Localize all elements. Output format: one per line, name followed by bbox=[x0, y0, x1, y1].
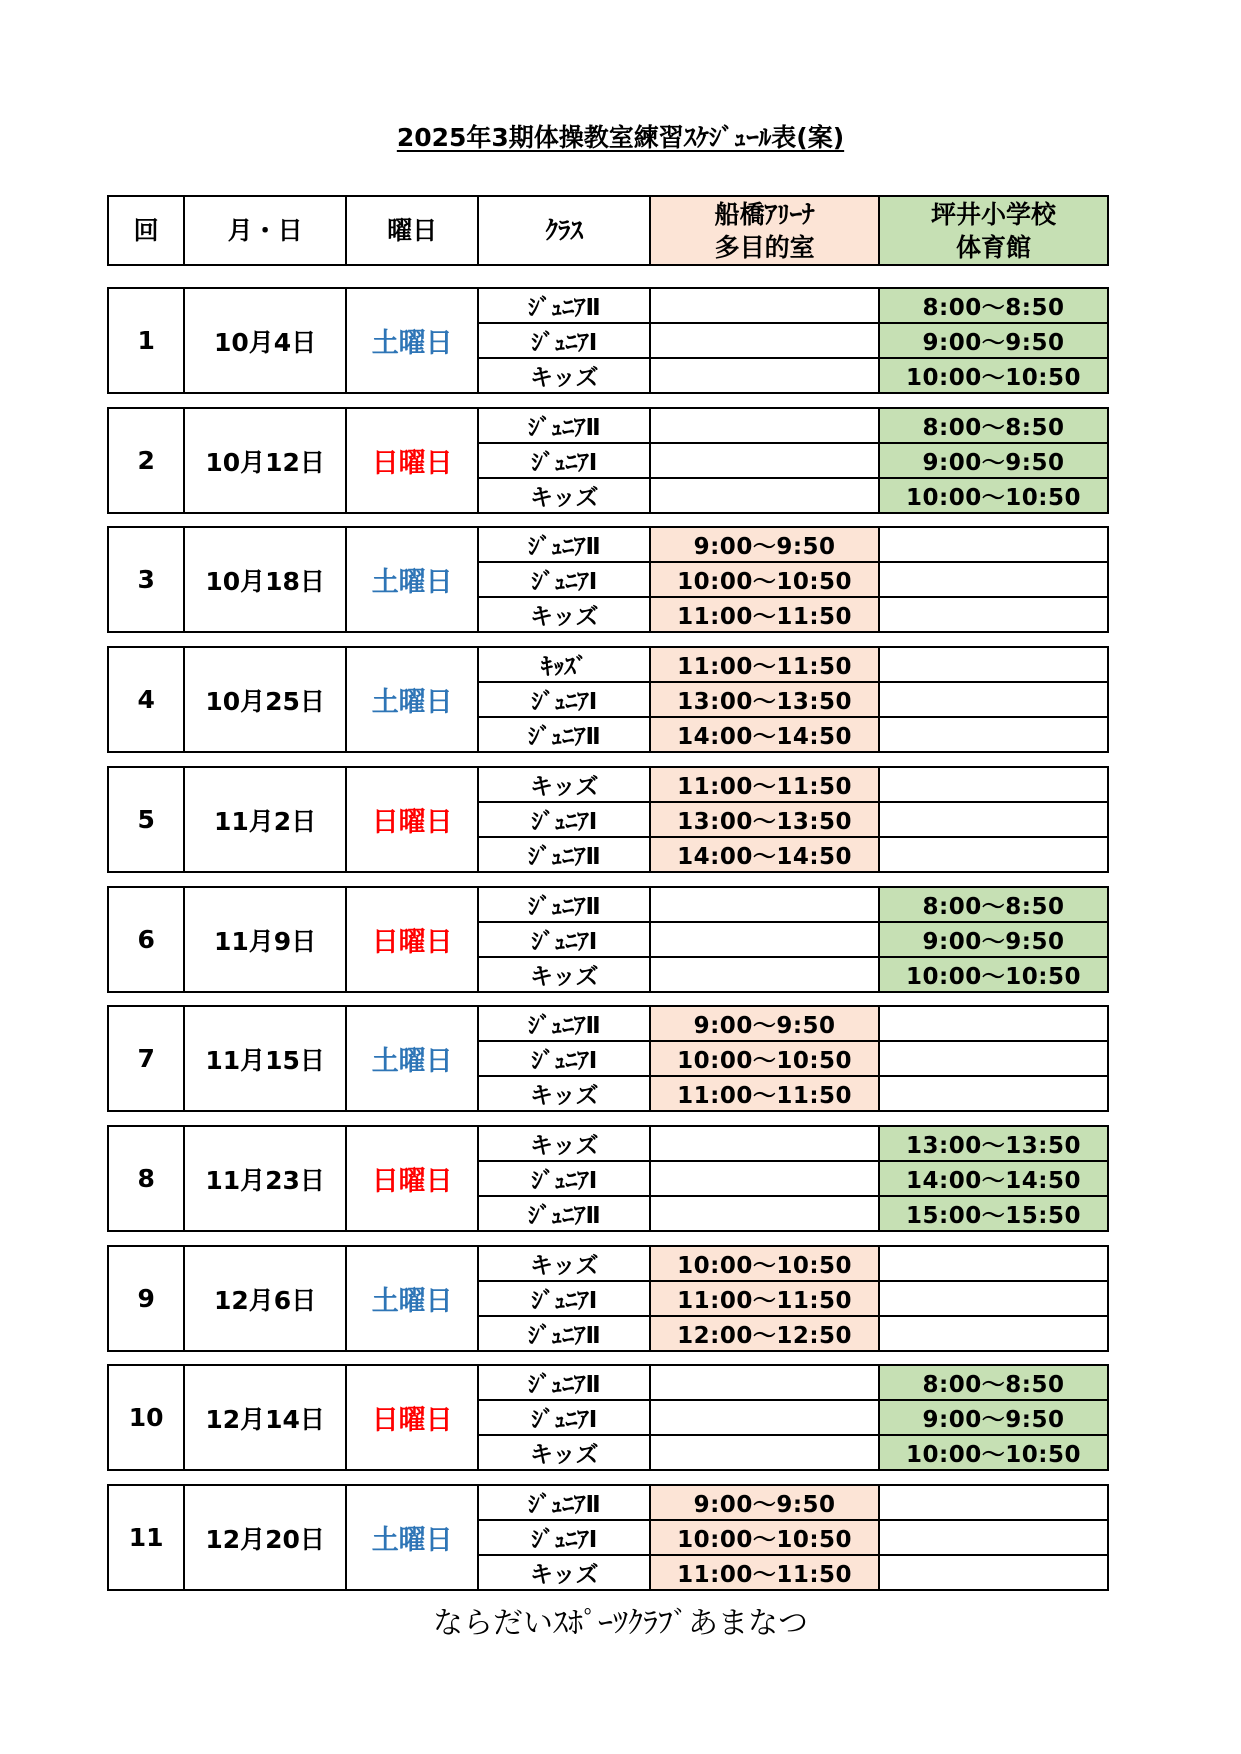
time-tsuboi bbox=[879, 1281, 1108, 1316]
class-name: ｼﾞｭﾆｱⅠ bbox=[478, 1041, 650, 1076]
time-funabashi: 11:00～11:50 bbox=[650, 1281, 879, 1316]
class-name: キッズ bbox=[478, 1246, 650, 1281]
class-name: ｼﾞｭﾆｱⅠ bbox=[478, 1520, 650, 1555]
time-funabashi bbox=[650, 1365, 879, 1400]
time-funabashi bbox=[650, 443, 879, 478]
time-funabashi: 13:00～13:50 bbox=[650, 802, 879, 837]
class-name: ｼﾞｭﾆｱⅠ bbox=[478, 922, 650, 957]
time-funabashi: 13:00～13:50 bbox=[650, 682, 879, 717]
session-weekday: 土曜日 bbox=[346, 527, 479, 632]
session-number: 11 bbox=[108, 1485, 184, 1590]
time-funabashi: 10:00～10:50 bbox=[650, 1246, 879, 1281]
class-name: ｼﾞｭﾆｱⅠ bbox=[478, 682, 650, 717]
session-weekday: 日曜日 bbox=[346, 887, 479, 992]
time-tsuboi bbox=[879, 1006, 1108, 1041]
class-name: ｼﾞｭﾆｱⅡ bbox=[478, 887, 650, 922]
table-row bbox=[108, 1365, 1108, 1400]
time-tsuboi: 8:00～8:50 bbox=[879, 887, 1108, 922]
time-tsuboi bbox=[879, 802, 1108, 837]
time-tsuboi bbox=[879, 1246, 1108, 1281]
time-funabashi: 11:00～11:50 bbox=[650, 767, 879, 802]
time-tsuboi: 9:00～9:50 bbox=[879, 922, 1108, 957]
class-name: キッズ bbox=[478, 1555, 650, 1590]
time-funabashi bbox=[650, 323, 879, 358]
header-venue-funabashi: 船橋ｱﾘｰﾅ 多目的室 bbox=[650, 196, 879, 265]
time-tsuboi: 10:00～10:50 bbox=[879, 358, 1108, 393]
session-date: 11月2日 bbox=[184, 767, 346, 872]
session-date: 12月20日 bbox=[184, 1485, 346, 1590]
schedule-header bbox=[107, 195, 1109, 266]
table-row bbox=[108, 1246, 1108, 1281]
header-venue-tsuboi: 坪井小学校 体育館 bbox=[879, 196, 1108, 265]
header-date: 月・日 bbox=[184, 196, 346, 265]
class-name: キッズ bbox=[478, 597, 650, 632]
session-block bbox=[107, 1364, 1109, 1471]
time-tsuboi bbox=[879, 1316, 1108, 1351]
class-name: ｼﾞｭﾆｱⅠ bbox=[478, 1281, 650, 1316]
session-date: 12月6日 bbox=[184, 1246, 346, 1351]
time-tsuboi bbox=[879, 597, 1108, 632]
time-tsuboi bbox=[879, 837, 1108, 872]
time-funabashi: 14:00～14:50 bbox=[650, 837, 879, 872]
time-funabashi: 10:00～10:50 bbox=[650, 1041, 879, 1076]
class-name: キッズ bbox=[478, 358, 650, 393]
time-tsuboi: 15:00～15:50 bbox=[879, 1196, 1108, 1231]
session-block bbox=[107, 287, 1109, 394]
time-tsuboi: 8:00～8:50 bbox=[879, 1365, 1108, 1400]
time-funabashi bbox=[650, 478, 879, 513]
session-number: 2 bbox=[108, 408, 184, 513]
time-funabashi bbox=[650, 957, 879, 992]
club-name-footer: ならだいｽﾎﾟｰﾂｸﾗﾌﾞあまなつ bbox=[433, 1606, 808, 1641]
session-number: 5 bbox=[108, 767, 184, 872]
class-name: キッズ bbox=[478, 1435, 650, 1470]
session-date: 11月15日 bbox=[184, 1006, 346, 1111]
class-name: ｼﾞｭﾆｱⅡ bbox=[478, 717, 650, 752]
class-name: ｼﾞｭﾆｱⅠ bbox=[478, 323, 650, 358]
class-name: ｼﾞｭﾆｱⅠ bbox=[478, 443, 650, 478]
time-tsuboi bbox=[879, 717, 1108, 752]
time-funabashi bbox=[650, 1435, 879, 1470]
session-date: 11月9日 bbox=[184, 887, 346, 992]
table-row bbox=[108, 1126, 1108, 1161]
time-funabashi: 12:00～12:50 bbox=[650, 1316, 879, 1351]
time-tsuboi: 9:00～9:50 bbox=[879, 323, 1108, 358]
session-weekday: 日曜日 bbox=[346, 1126, 479, 1231]
session-number: 1 bbox=[108, 288, 184, 393]
time-funabashi: 11:00～11:50 bbox=[650, 1076, 879, 1111]
time-funabashi bbox=[650, 408, 879, 443]
time-funabashi bbox=[650, 1196, 879, 1231]
time-tsuboi bbox=[879, 647, 1108, 682]
session-weekday: 日曜日 bbox=[346, 767, 479, 872]
time-funabashi bbox=[650, 1400, 879, 1435]
time-funabashi: 10:00～10:50 bbox=[650, 562, 879, 597]
table-row bbox=[108, 647, 1108, 682]
table-row bbox=[108, 288, 1108, 323]
time-tsuboi bbox=[879, 527, 1108, 562]
session-block bbox=[107, 1484, 1109, 1591]
session-block bbox=[107, 646, 1109, 753]
time-tsuboi: 10:00～10:50 bbox=[879, 478, 1108, 513]
time-funabashi: 9:00～9:50 bbox=[650, 527, 879, 562]
time-funabashi bbox=[650, 1161, 879, 1196]
time-funabashi: 9:00～9:50 bbox=[650, 1006, 879, 1041]
session-date: 10月12日 bbox=[184, 408, 346, 513]
session-block bbox=[107, 1005, 1109, 1112]
time-funabashi: 14:00～14:50 bbox=[650, 717, 879, 752]
session-weekday: 土曜日 bbox=[346, 1485, 479, 1590]
time-tsuboi: 9:00～9:50 bbox=[879, 1400, 1108, 1435]
class-name: ｼﾞｭﾆｱⅡ bbox=[478, 1006, 650, 1041]
session-block bbox=[107, 1245, 1109, 1352]
session-weekday: 土曜日 bbox=[346, 1006, 479, 1111]
table-row bbox=[108, 887, 1108, 922]
class-name: キッズ bbox=[478, 767, 650, 802]
time-tsuboi bbox=[879, 562, 1108, 597]
time-tsuboi bbox=[879, 1076, 1108, 1111]
class-name: ｼﾞｭﾆｱⅠ bbox=[478, 1161, 650, 1196]
class-name: ｼﾞｭﾆｱⅡ bbox=[478, 1365, 650, 1400]
time-tsuboi: 10:00～10:50 bbox=[879, 1435, 1108, 1470]
time-funabashi: 9:00～9:50 bbox=[650, 1485, 879, 1520]
session-block bbox=[107, 766, 1109, 873]
table-row bbox=[108, 767, 1108, 802]
session-number: 4 bbox=[108, 647, 184, 752]
class-name: キッズ bbox=[478, 957, 650, 992]
class-name: ｼﾞｭﾆｱⅡ bbox=[478, 527, 650, 562]
session-block bbox=[107, 1125, 1109, 1232]
session-block bbox=[107, 407, 1109, 514]
time-funabashi: 11:00～11:50 bbox=[650, 597, 879, 632]
session-weekday: 土曜日 bbox=[346, 647, 479, 752]
class-name: ｷｯｽﾞ bbox=[478, 647, 650, 682]
class-name: ｼﾞｭﾆｱⅡ bbox=[478, 288, 650, 323]
time-tsuboi bbox=[879, 767, 1108, 802]
session-weekday: 日曜日 bbox=[346, 408, 479, 513]
class-name: キッズ bbox=[478, 1076, 650, 1111]
class-name: ｼﾞｭﾆｱⅡ bbox=[478, 837, 650, 872]
session-weekday: 日曜日 bbox=[346, 1365, 479, 1470]
session-date: 12月14日 bbox=[184, 1365, 346, 1470]
time-funabashi: 11:00～11:50 bbox=[650, 1555, 879, 1590]
time-funabashi bbox=[650, 288, 879, 323]
time-funabashi bbox=[650, 1126, 879, 1161]
class-name: ｼﾞｭﾆｱⅡ bbox=[478, 1485, 650, 1520]
session-number: 6 bbox=[108, 887, 184, 992]
time-funabashi: 10:00～10:50 bbox=[650, 1520, 879, 1555]
session-number: 8 bbox=[108, 1126, 184, 1231]
time-funabashi bbox=[650, 358, 879, 393]
session-number: 7 bbox=[108, 1006, 184, 1111]
session-weekday: 土曜日 bbox=[346, 1246, 479, 1351]
class-name: キッズ bbox=[478, 478, 650, 513]
time-tsuboi bbox=[879, 682, 1108, 717]
time-tsuboi: 13:00～13:50 bbox=[879, 1126, 1108, 1161]
header-round: 回 bbox=[108, 196, 184, 265]
class-name: キッズ bbox=[478, 1126, 650, 1161]
time-tsuboi: 8:00～8:50 bbox=[879, 288, 1108, 323]
table-row bbox=[108, 527, 1108, 562]
time-funabashi bbox=[650, 887, 879, 922]
class-name: ｼﾞｭﾆｱⅡ bbox=[478, 408, 650, 443]
session-date: 11月23日 bbox=[184, 1126, 346, 1231]
table-row bbox=[108, 408, 1108, 443]
class-name: ｼﾞｭﾆｱⅠ bbox=[478, 1400, 650, 1435]
session-number: 9 bbox=[108, 1246, 184, 1351]
time-tsuboi: 10:00～10:50 bbox=[879, 957, 1108, 992]
time-tsuboi: 9:00～9:50 bbox=[879, 443, 1108, 478]
time-tsuboi: 8:00～8:50 bbox=[879, 408, 1108, 443]
table-row bbox=[108, 1006, 1108, 1041]
header-weekday: 曜日 bbox=[346, 196, 479, 265]
table-row bbox=[108, 1485, 1108, 1520]
session-block bbox=[107, 526, 1109, 633]
session-date: 10月25日 bbox=[184, 647, 346, 752]
time-tsuboi bbox=[879, 1520, 1108, 1555]
time-funabashi bbox=[650, 922, 879, 957]
session-block bbox=[107, 886, 1109, 993]
session-date: 10月18日 bbox=[184, 527, 346, 632]
time-tsuboi: 14:00～14:50 bbox=[879, 1161, 1108, 1196]
document-title: 2025年3期体操教室練習ｽｹｼﾞｭｰﾙ表(案) bbox=[396, 123, 845, 152]
class-name: ｼﾞｭﾆｱⅠ bbox=[478, 802, 650, 837]
class-name: ｼﾞｭﾆｱⅡ bbox=[478, 1196, 650, 1231]
header-class: ｸﾗｽ bbox=[478, 196, 650, 265]
session-number: 10 bbox=[108, 1365, 184, 1470]
time-tsuboi bbox=[879, 1485, 1108, 1520]
time-tsuboi bbox=[879, 1555, 1108, 1590]
session-weekday: 土曜日 bbox=[346, 288, 479, 393]
time-tsuboi bbox=[879, 1041, 1108, 1076]
time-funabashi: 11:00～11:50 bbox=[650, 647, 879, 682]
class-name: ｼﾞｭﾆｱⅠ bbox=[478, 562, 650, 597]
class-name: ｼﾞｭﾆｱⅡ bbox=[478, 1316, 650, 1351]
session-date: 10月4日 bbox=[184, 288, 346, 393]
session-number: 3 bbox=[108, 527, 184, 632]
